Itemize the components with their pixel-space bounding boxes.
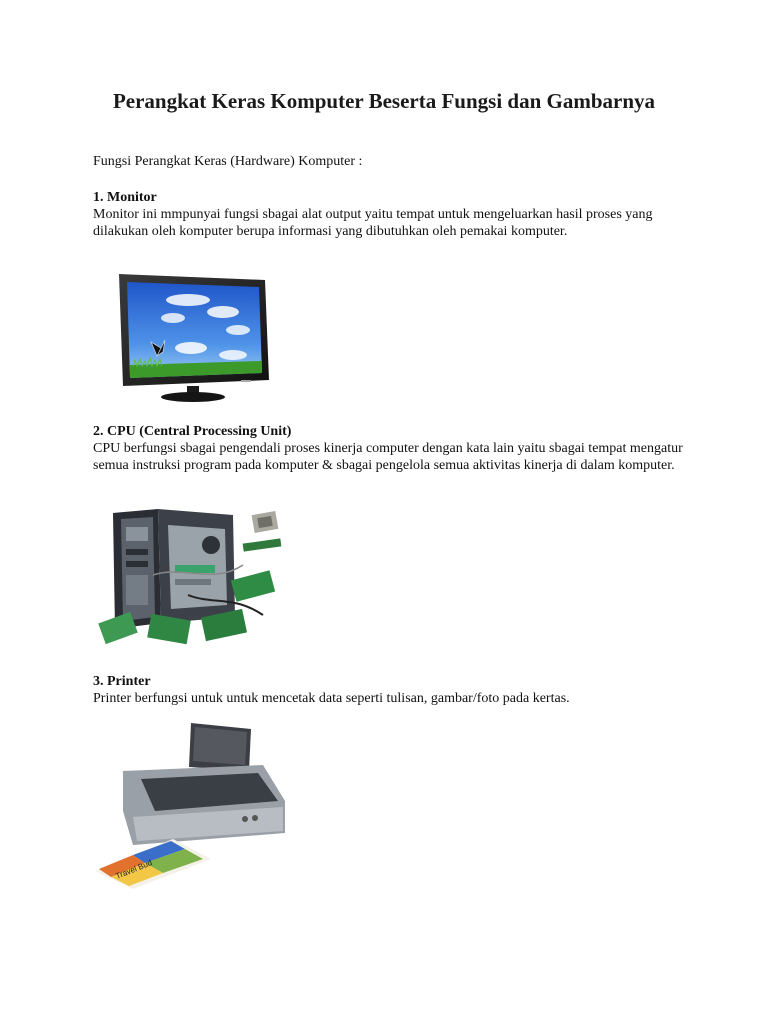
section-body: CPU berfungsi sbagai pengendali proses kinerja computer dengan kata lain yaitu sbagai tempat mengatur semua instruksi program pada komputer & sbagai pengelola semua aktivitas kinerja di dalam komputer.	[93, 441, 683, 473]
section-body: Monitor ini mmpunyai fungsi sbagai alat output yaitu tempat untuk mengeluarkan hasil proses yang dilakukan oleh komputer berupa informasi yang dibutuhkan oleh pemakai komputer.	[93, 207, 653, 239]
section-cpu	[93, 423, 693, 474]
section-heading: 2. CPU (Central Processing Unit)	[93, 424, 292, 439]
page-title: Perangkat Keras Komputer Beserta Fungsi dan Gambarnya	[112, 89, 656, 113]
paper-text: Travel Bud	[114, 858, 154, 881]
section-monitor	[93, 189, 693, 240]
printer-image	[93, 721, 286, 889]
section-printer	[93, 673, 693, 707]
section-body: Printer berfungsi untuk untuk mencetak data seperti tulisan, gambar/foto pada kertas.	[93, 691, 570, 706]
intro-text: Fungsi Perangkat Keras (Hardware) Komputer :	[93, 154, 363, 169]
section-heading: 1. Monitor	[93, 190, 157, 205]
monitor-image	[93, 270, 286, 406]
section-heading: 3. Printer	[93, 674, 151, 689]
cpu-image	[93, 505, 286, 655]
